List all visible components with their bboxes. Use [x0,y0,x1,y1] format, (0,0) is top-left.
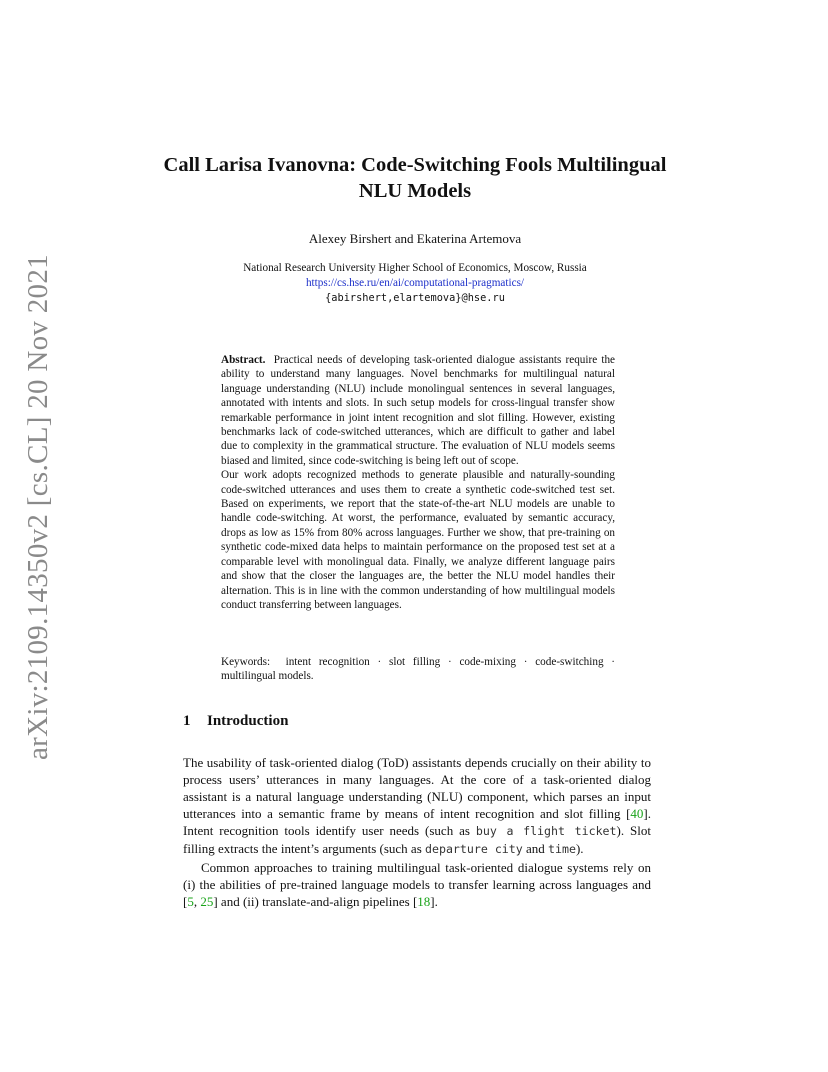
affiliation-institution: National Research University Higher School of Economics, Moscow, Russia [243,262,587,274]
affiliation-email: {abirshert,elartemova}@hse.ru [325,292,505,304]
intro-text-segment: and [522,841,549,857]
intro-text-segment: ] and (ii) translate-and-align pipelines [ [213,893,418,909]
intro-text-segment: Common approaches to training multilingual task-oriented dialogue systems rely on (i) the abilities of pre-trained language models to transfer learning across languages and [ [183,859,651,909]
code-intent-example: buy a flight ticket [475,824,617,839]
keywords-block [221,655,615,684]
introduction-body [183,754,651,910]
citation-link-25[interactable]: 25 [200,893,214,909]
abstract-label: Abstract. [221,354,266,366]
paper-title: Call Larisa Ivanovna: Code-Switching Fools Multilingual NLU Models [163,154,667,202]
section-number: 1 [183,713,191,729]
citation-link-40[interactable]: 40 [630,806,644,822]
abstract-paragraph-2 [221,468,615,612]
intro-text-segment: ). Slot filling extracts the intent’s arguments (such as [183,823,651,857]
section-heading-introduction [183,713,288,730]
arxiv-identifier-stamp: arXiv:2109.14350v2 [cs.CL] 20 Nov 2021 [22,254,54,760]
citation-link-5[interactable]: 5 [187,893,194,909]
abstract-block [221,353,615,612]
intro-text-segment: , [193,893,201,909]
intro-text-segment: ]. Intent recognition tools identify user needs (such as [183,806,651,839]
abstract-text-1: Practical needs of developing task-oriented dialogue assistants require the ability to understand many languages. Novel benchmarks for multilingual natural language understanding (NLU) include monolingual sentences in several languages, annotated with intents and slots. In such setup models for cross-lingual transfer show remarkable performance in joint intent recognition and slot filling. However, existing benchmarks lack of code-switched utterances, which are difficult to gather and label due to complexity in the grammatical structure. The evaluation of NLU models seems biased and limited, since code-switching is being left out of scope. [221,354,616,467]
intro-text-segment: The usability of task-oriented dialog (ToD) assistants depends crucially on their ability to process users’ utterances in many languages. At the core of a task-oriented dialog assistant is a natural language understanding (NLU) component, which parses an input utterances into a semantic frame by means of intent recognition and slot filling [ [183,755,651,822]
code-slot-example-departure-city: departure city [425,842,523,857]
introduction-paragraph-1 [183,754,651,859]
intro-text-segment: ]. [430,893,438,909]
keywords-label: Keywords: [221,656,271,668]
introduction-paragraph-2 [183,859,651,910]
affiliation-block [160,261,670,306]
citation-link-18[interactable]: 18 [417,893,431,909]
section-title: Introduction [207,713,289,729]
paper-authors: Alexey Birshert and Ekaterina Artemova [308,231,522,246]
abstract-text-2: Our work adopts recognized methods to generate plausible and naturally-sounding code-switched utterances and uses them to create a synthetic code-switched test set. Based on experiments, we report that the state-of-the-art NLU models are unable to handle code-switching. At worst, the performance, evaluated by semantic accuracy, drops as low as 15% from 80% across languages. Further we show, that pre-training on synthetic code-mixed data helps to maintain performance on the proposed test set at a comparable level with monolingual data. Finally, we analyze different language pairs and show that the closer the languages are, the better the NLU model handles their alternation. This is in line with the common understanding of how multilingual models conduct transferring between languages. [221,469,615,611]
code-slot-example-time: time [548,842,576,857]
affiliation-url-link[interactable]: https://cs.hse.ru/en/ai/computational-pragmatics/ [305,277,525,289]
intro-text-segment: ). [575,841,584,857]
abstract-paragraph-1 [221,353,615,468]
keywords-text: intent recognition · slot filling · code-mixing · code-switching · multilingual models. [221,656,616,683]
